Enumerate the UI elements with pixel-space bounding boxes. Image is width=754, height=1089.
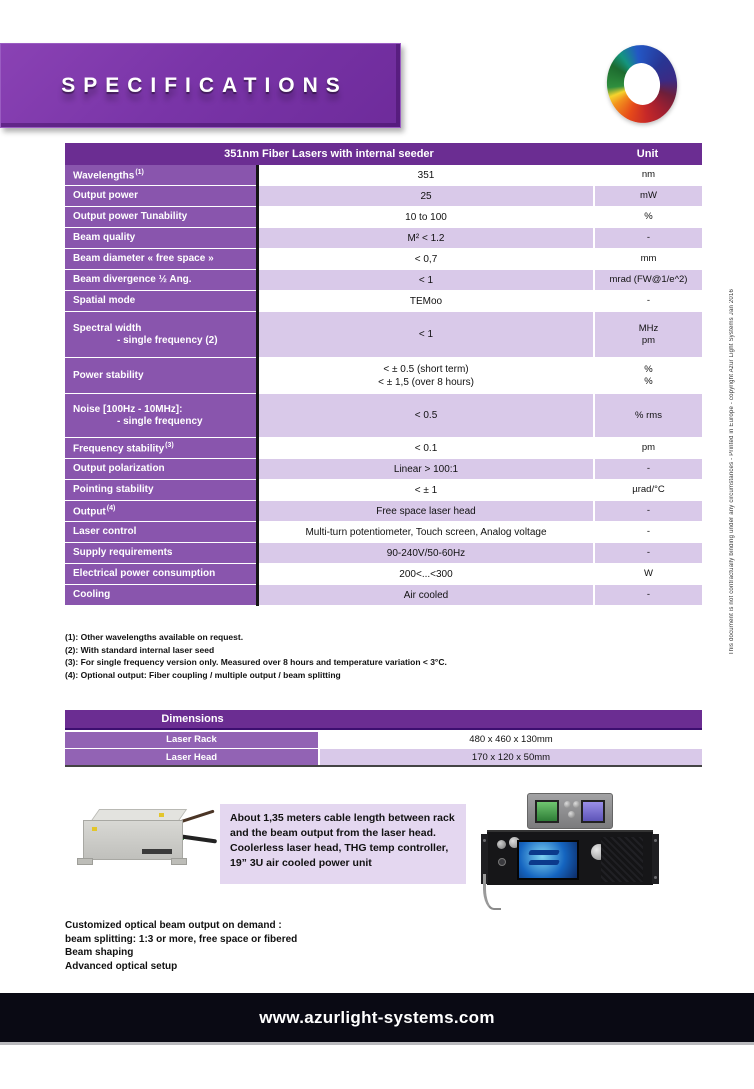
page-title: SPECIFICATIONS [61, 73, 348, 97]
warning-label-icon [159, 813, 164, 817]
rack-cable [483, 874, 501, 910]
footnote-3: (3): For single frequency version only. Measured over 8 hours and temperature variation < 3°C. [65, 657, 447, 667]
footnotes [65, 631, 447, 681]
spec-row-cooling: Cooling Air cooled - [65, 585, 702, 606]
spec-table-body [65, 165, 702, 606]
spec-row-power-stability: Power stability < ± 0.5 (short term) < ± 1,5 (over 8 hours) % % [65, 358, 702, 394]
warning-label-icon [92, 827, 97, 831]
spec-row-tunability: Output power Tunability 10 to 100 % [65, 207, 702, 228]
website-url: www.azurlight-systems.com [259, 1007, 495, 1027]
custom-line-2: beam splitting: 1:3 or more, free space or fibered [65, 933, 298, 945]
spec-row-output: Output$^{(4)}$ Free space laser head - [65, 501, 702, 522]
spec-row-beam-diameter: Beam diameter « free space » < 0,7 mm [65, 249, 702, 270]
spec-table-title: 351nm Fiber Lasers with internal seeder [224, 148, 434, 160]
spec-row-supply-requirements: Supply requirements 90-240V/50-60Hz - [65, 543, 702, 564]
footer-bar [0, 993, 754, 1045]
azur-light-systems-logo-icon [602, 41, 682, 128]
logo-center [621, 61, 662, 108]
front-connector [498, 858, 506, 866]
knob [568, 811, 575, 818]
mounting-flange [77, 858, 93, 865]
customized-output-block [65, 919, 297, 973]
column-divider [256, 165, 259, 606]
spec-row-laser-control: Laser control Multi-turn potentiometer, Touch screen, Analog voltage - [65, 522, 702, 543]
specifications-banner [0, 43, 401, 128]
unit-column-header: Unit [636, 148, 659, 160]
spec-row-beam-divergence: Beam divergence ½ Ang. < 1 mrad (FW@1/e^2) [65, 270, 702, 291]
laser-head-front-face [83, 820, 183, 860]
spec-row-spatial-mode: Spatial mode TEMoo - [65, 291, 702, 312]
mounting-flange [171, 858, 187, 865]
power-rack-photo [480, 793, 660, 888]
laser-head-vent [142, 849, 172, 854]
rack-unit-body [487, 830, 653, 885]
fiber-cable [181, 835, 217, 843]
cable-length-info-box: About 1,35 meters cable length between rack and the beam output from the laser head. Coolerless laser head, THG temp controller, 19” 3U air cooled power unit [220, 804, 466, 884]
custom-line-4: Advanced optical setup [65, 960, 178, 972]
spec-row-output-polarization: Output polarization Linear > 100:1 - [65, 459, 702, 480]
vent-grille [601, 837, 643, 882]
spec-row-noise: Noise [100Hz - 10MHz]: - single frequency < 0.5 % rms [65, 394, 702, 438]
spec-row-wavelengths: Wavelengths$^{(1)}$ 351 nm [65, 165, 702, 186]
spec-row-beam-quality: Beam quality M² < 1.2 - [65, 228, 702, 249]
controller-module [527, 793, 613, 829]
copyright-side-note: This document is not contractually binding under any circumstances - Printed in Europe - copyright Azur Light Systems Jan 2016 [729, 288, 735, 655]
dimensions-table [65, 710, 702, 767]
dim-row-laser-rack: Laser Rack 480 x 460 x 130mm [65, 732, 702, 748]
laser-head-photo [75, 803, 195, 875]
dimensions-title: Dimensions [161, 713, 224, 725]
custom-line-3: Beam shaping [65, 947, 134, 958]
front-connector [497, 840, 506, 849]
dim-row-laser-head: Laser Head 170 x 120 x 50mm [65, 749, 702, 765]
green-display [535, 800, 559, 823]
footnote-1: (1): Other wavelengths available on request. [65, 632, 244, 642]
spec-table [65, 143, 702, 606]
footnote-4: (4): Optional output: Fiber coupling / multiple output / beam splitting [65, 669, 341, 680]
spec-table-header [65, 143, 702, 165]
spec-row-output-power: Output power 25 mW [65, 186, 702, 207]
spec-row-frequency-stability: Frequency stability$^{(3)}$ < 0.1 pm [65, 438, 702, 459]
knob [573, 801, 580, 808]
rack-ear [652, 834, 659, 884]
blue-display [581, 800, 605, 823]
custom-line-1: Customized optical beam output on demand : [65, 920, 282, 931]
dimensions-header [65, 710, 702, 730]
touchscreen [517, 840, 579, 880]
spec-row-spectral-width: Spectral width - single frequency (2) < 1 MHz pm [65, 312, 702, 358]
spec-row-pointing-stability: Pointing stability < ± 1 µrad/°C [65, 480, 702, 501]
spec-row-power-consumption: Electrical power consumption 200<...<300 W [65, 564, 702, 585]
footnote-2: (2): With standard internal laser seed [65, 644, 215, 655]
knob [564, 801, 571, 808]
